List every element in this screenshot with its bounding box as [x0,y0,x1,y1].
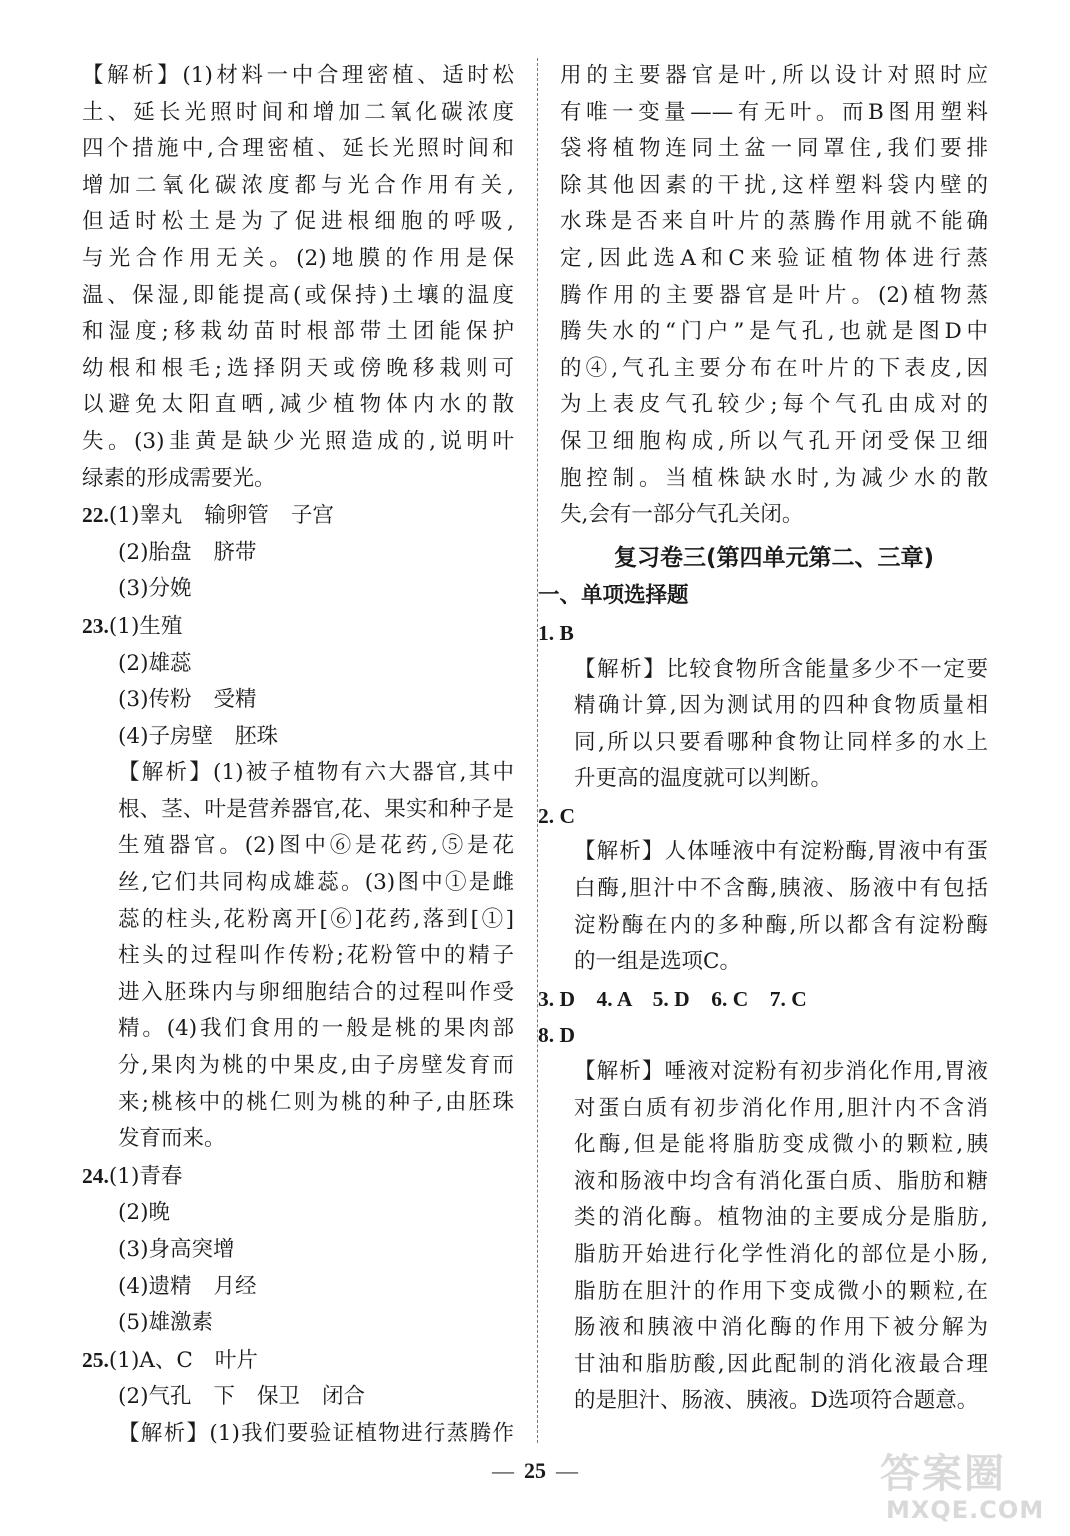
watermark-url: MXQE.COM [886,1496,1045,1524]
answer-part: 胚珠 [234,723,278,749]
text-line: 绿素的形成需要光。 [82,465,276,491]
answer-part: (2)胎盘 [118,539,192,565]
text-line: 腾失水的“门户”是气孔,也就是图D中 [560,319,988,345]
answer-part: (3)传粉 [118,687,192,713]
text-line: 胞控制。当植株缺水时,为减少水的散 [560,465,988,491]
answer-part: (1)睾丸 [108,503,183,529]
text-line: 生殖器官。(2)图中⑥是花药,⑤是花 [118,833,514,859]
answer-q25 [82,1342,514,1453]
text-line: 对蛋白质有初步消化作用,胆汁内不含消 [574,1095,988,1121]
answer-part: (4)遗精 [118,1273,192,1299]
text-line: 肠液和胰液中消化酶的作用下被分解为 [574,1315,988,1341]
left-column [82,58,514,1453]
answer-part: (2)雄蕊 [118,650,192,676]
text-line: 为上表皮气孔较少;每个气孔由成对的 [560,392,988,418]
text-line: 【解析】比较食物所含能量多少不一定要 [574,656,988,682]
answers-q3-q7: 3. D 4. A 5. D 6. C 7. C [538,986,807,1011]
text-line: 与光合作用无关。(2)地膜的作用是保 [82,245,514,271]
page-number-text: 25 [524,1458,546,1483]
text-line: 柱头的过程叫作传粉;花粉管中的精子 [118,943,514,969]
text-line: 同,所以只要看哪种食物让同样多的水上 [574,729,988,755]
text-line: 来;桃核中的桃仁则为桃的种子,由胚珠 [118,1089,514,1115]
text-line: 【解析】(1)我们要验证植物进行蒸腾作 [118,1420,514,1446]
answer-part: (5)雄激素 [118,1310,213,1336]
text-line: 脂肪开始进行化学性消化的部位是小肠, [574,1242,988,1267]
text-line: 精。(4)我们食用的一般是桃的果肉部 [118,1016,514,1042]
text-line: 白酶,胆汁中不含酶,胰液、肠液中有包括 [574,876,988,902]
text-line: 【解析】唾液对淀粉有初步消化作用,胃液 [574,1059,988,1085]
text-line: 类的消化酶。植物油的主要成分是脂肪, [574,1205,988,1231]
text-line: 保卫细胞构成,所以气孔开闭受保卫细 [560,428,988,454]
text-line: 【解析】(1)材料一中合理密植、适时松 [82,63,514,88]
text-line: 分,果肉为桃的中果皮,由子房壁发育而 [118,1053,514,1079]
text-line: 蕊的柱头,花粉离开[⑥]花药,落到[①] [118,906,514,932]
answer-part: (1)生殖 [108,613,183,639]
answer-part: (1)青春 [108,1163,183,1189]
right-column [538,58,988,1420]
text-line: 甘油和脂肪酸,因此配制的消化液最合理 [574,1351,988,1377]
text-line: 水珠是否来自叶片的蒸腾作用就不能确 [560,209,988,235]
text-line: 定,因此选A和C来验证植物体进行蒸 [560,245,988,271]
answer-part: (2)气孔 [118,1384,192,1410]
analysis-q8 [560,1054,988,1420]
text-line: 失。(3)韭黄是缺少光照造成的,说明叶 [82,428,514,454]
answer-part: 闭合 [322,1384,366,1410]
text-line: 但适时松土是为了促进根细胞的呼吸, [82,209,514,235]
answer-part: 输卵管 [204,503,269,529]
text-line: 腾作用的主要器官是叶片。(2)植物蒸 [560,282,988,308]
text-line: 的一组是选项C。 [574,949,741,975]
answer-part: 保卫 [256,1384,300,1410]
text-line: 发育而来。 [118,1126,226,1152]
text-line: 精确计算,因为测试用的四种食物质量相 [574,693,988,719]
text-line: 丝,它们共同构成雄蕊。(3)图中①是雌 [118,870,514,896]
text-line: 液和肠液中均含有消化蛋白质、脂肪和糖 [574,1168,988,1194]
text-line: 四个措施中,合理密植、延长光照时间和 [82,136,514,162]
analysis-q21 [82,58,514,497]
answer-part: (4)子房壁 [118,723,213,749]
text-line: 失,会有一部分气孔关闭。 [560,502,804,528]
text-line: 幼根和根毛;选择阴天或傍晚移栽则可 [82,355,514,381]
question-number: 25. [82,1347,109,1372]
text-line: 温、保湿,即能提高(或保持)土壤的温度 [82,282,514,308]
answer-part: 脐带 [213,539,257,565]
subsection-title: 一、单项选择题 [538,583,689,609]
answer-part: (3)身高突增 [118,1237,235,1262]
text-line: 脂肪在胆汁的作用下变成微小的颗粒,在 [574,1278,988,1304]
text-line: 【解析】(1)被子植物有六大器官,其中 [118,760,514,786]
answer-part: 受精 [213,687,257,713]
text-line: 以避免太阳直晒,减少植物体内水的散 [82,392,514,418]
answer-q2: 2. C [538,803,576,828]
answer-q8: 8. D [538,1023,576,1048]
analysis-q1 [560,652,988,798]
question-number: 24. [82,1163,109,1188]
text-line: 化酶,但是能将脂肪变成微小的颗粒,胰 [574,1132,988,1158]
page-number: — 25 — [492,1458,578,1483]
text-line: 的是胆汁、肠液、胰液。D选项符合题意。 [574,1388,979,1414]
answer-part: (1)A、C [108,1347,193,1373]
text-line: 升更高的温度就可以判断。 [574,766,833,792]
answer-part: 子宫 [290,503,334,529]
answer-q24 [82,1158,514,1342]
column-divider [537,58,538,1443]
answer-q23 [82,608,514,755]
analysis-q25-continued [560,58,988,534]
answer-part: (2)晚 [118,1200,170,1226]
answer-q1: 1. B [538,620,574,645]
watermark-text: 答案圈 [880,1451,1006,1497]
text-line: 土、延长光照时间和增加二氧化碳浓度 [82,99,514,125]
answer-part: 下 [213,1384,235,1410]
text-line: 除其他因素的干扰,这样塑料袋内壁的 [560,172,988,198]
text-line: 进入胚珠内与卵细胞结合的过程叫作受 [118,979,514,1005]
answer-part: 叶片 [214,1347,258,1373]
text-line: 用的主要器官是叶,所以设计对照时应 [560,63,988,88]
text-line: 根、茎、叶是营养器官,花、果实和种子是 [118,796,514,822]
text-line: 的④,气孔主要分布在叶片的下表皮,因 [560,355,988,381]
text-line: 有唯一变量——有无叶。而B图用塑料 [560,99,988,125]
text-line: 【解析】人体唾液中有淀粉酶,胃液中有蛋 [574,839,988,865]
text-line: 和湿度;移栽幼苗时根部带土团能保护 [82,319,514,345]
section-title: 复习卷三(第四单元第二、三章) [613,544,935,571]
text-line: 淀粉酶在内的多种酶,所以都含有淀粉酶 [574,912,988,938]
answer-q22 [82,497,514,608]
question-number: 22. [82,503,109,528]
text-line: 增加二氧化碳浓度都与光合作用有关, [82,172,514,198]
analysis-q2 [560,834,988,980]
watermark-logo [880,1452,1056,1528]
answer-part: 月经 [213,1273,257,1299]
analysis-q23 [82,755,514,1158]
question-number: 23. [82,613,109,638]
answer-part: (3)分娩 [118,576,192,602]
text-line: 袋将植物连同土盆一同罩住,我们要排 [560,136,988,162]
